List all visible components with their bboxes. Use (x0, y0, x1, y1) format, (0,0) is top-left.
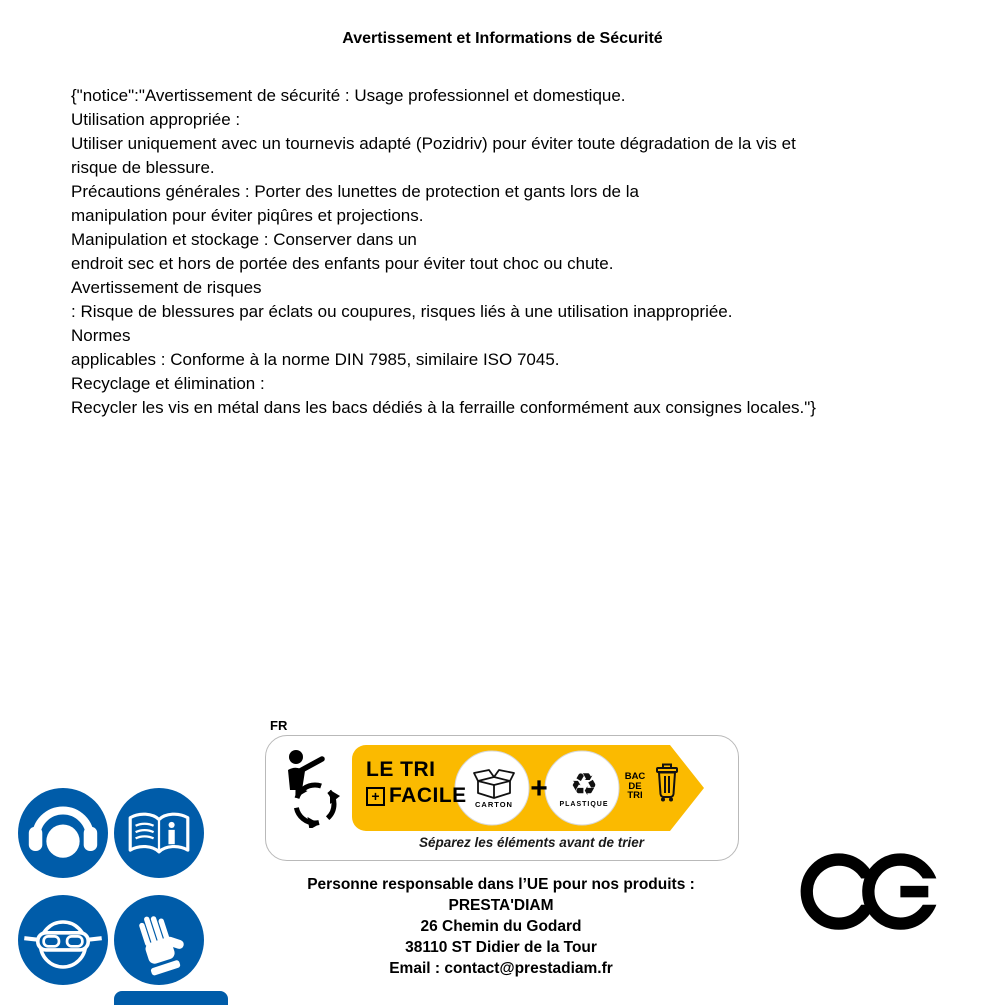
recycling-banner (265, 735, 739, 861)
notice-line: : Risque de blessures par éclats ou coupures, risques liés à une utilisation inappropriée. (71, 302, 733, 321)
carton-label: CARTON (475, 800, 513, 809)
triman-icon (276, 746, 348, 828)
responsible-email: Email : contact@prestadiam.fr (389, 960, 613, 977)
notice-line: risque de blessure. (71, 158, 215, 177)
carton-box-icon (472, 769, 516, 799)
notice-line: endroit sec et hors de portée des enfants pour éviter tout choc ou chute. (71, 254, 614, 273)
notice-line: Recyclage et élimination : (71, 374, 265, 393)
plastic-recycling-icon: ♻ (570, 767, 598, 802)
notice-line: Recycler les vis en métal dans les bacs dédiés à la ferraille conformément aux consignes locales."} (71, 398, 816, 417)
notice-line: Utilisation appropriée : (71, 110, 241, 129)
partial-pictogram-strip (114, 991, 228, 1005)
notice-line: Avertissement de risques (71, 278, 262, 297)
notice-line: Normes (71, 326, 131, 345)
fr-label: FR (270, 718, 288, 733)
notice-line: Précautions générales : Porter des lunettes de protection et gants lors de la (71, 182, 639, 201)
notice-line: Utiliser uniquement avec un tournevis adapté (Pozidriv) pour éviter toute dégradation de la vis et (71, 134, 796, 153)
carton-badge (457, 752, 531, 826)
le-tri-label: LE TRI (366, 758, 436, 781)
notice-line: {"notice":"Avertissement de sécurité : Usage professionnel et domestique. (71, 86, 626, 105)
protective-gloves-icon (114, 895, 204, 985)
notice-text (71, 84, 951, 420)
notice-line: manipulation pour éviter piqûres et projections. (71, 206, 424, 225)
responsible-block (251, 874, 751, 979)
sort-tagline: Séparez les éléments avant de trier (418, 835, 645, 850)
waste-bin-icon (654, 763, 680, 803)
page-title: Avertissement et Informations de Sécurité (342, 30, 663, 47)
ear-protection-icon (18, 788, 108, 878)
facile-label: FACILE (389, 784, 467, 807)
notice-line: Manipulation et stockage : Conserver dans un (71, 230, 417, 249)
ce-mark-icon (800, 853, 940, 931)
responsible-city: 38110 ST Didier de la Tour (405, 939, 597, 956)
facile-row (366, 784, 467, 808)
plastique-label: PLASTIQUE (559, 801, 609, 808)
bac-de-tri-label: BAC DE TRI (624, 771, 646, 801)
notice-line: applicables : Conforme à la norme DIN 7985, similaire ISO 7045. (71, 350, 560, 369)
plastique-badge (547, 752, 621, 826)
eye-protection-icon (18, 895, 108, 985)
read-manual-icon (114, 788, 204, 878)
responsible-company: PRESTA'DIAM (448, 897, 554, 914)
responsible-address: 26 Chemin du Godard (420, 918, 582, 935)
plus-box-icon: + (366, 787, 385, 806)
responsible-heading: Personne responsable dans l’UE pour nos produits : (307, 876, 695, 893)
plus-separator: + (530, 772, 548, 805)
